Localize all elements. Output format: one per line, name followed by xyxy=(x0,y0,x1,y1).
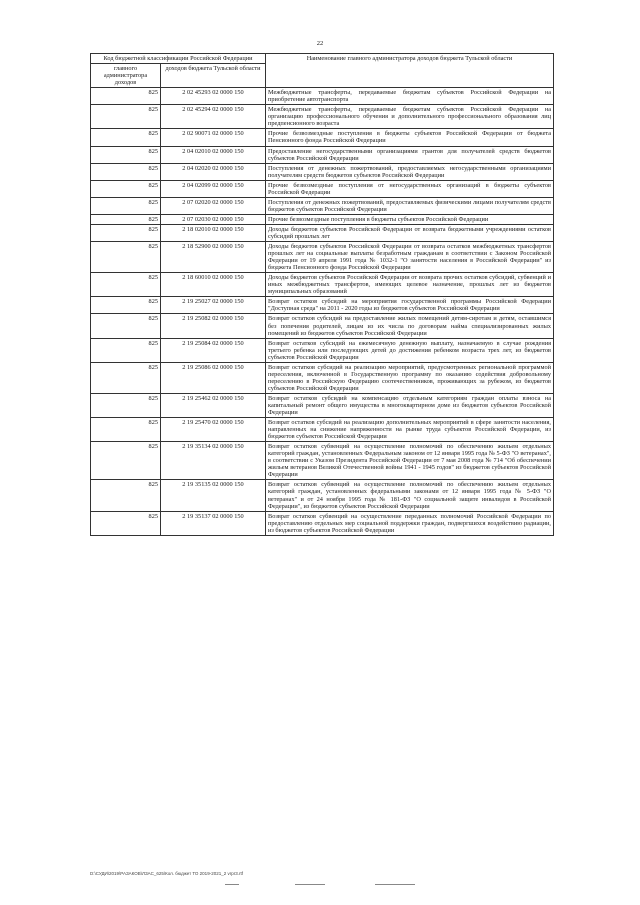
admin-code-cell: 825 xyxy=(91,88,161,105)
table-row xyxy=(91,418,554,442)
income-code-cell: 2 18 60010 02 0000 150 xyxy=(161,273,266,297)
admin-code-cell: 825 xyxy=(91,214,161,224)
admin-column-header: главного администратора доходов xyxy=(91,64,161,88)
income-name-cell: Возврат остатков субвенций на осуществление переданных полномочий Российской Федерации по предоставлению отдельных мер социальной поддержки граждан, подвергшихся воздействию радиации, из бюджетов субъектов Российской Федерации xyxy=(266,511,554,535)
table-row xyxy=(91,180,554,197)
income-code-cell: 2 19 35134 02 0000 150 xyxy=(161,442,266,480)
admin-code-cell: 825 xyxy=(91,163,161,180)
admin-code-cell: 825 xyxy=(91,273,161,297)
admin-code-cell: 825 xyxy=(91,180,161,197)
table-row xyxy=(91,480,554,511)
admin-code-cell: 825 xyxy=(91,197,161,214)
table-row xyxy=(91,242,554,273)
income-name-cell: Прочие безвозмездные поступления от негосударственных организаций в бюджеты субъектов Российской Федерации xyxy=(266,180,554,197)
income-name-cell: Поступления от денежных пожертвований, предоставляемых физическими лицами получателям средств бюджетов субъектов Российской Федерации xyxy=(266,197,554,214)
income-code-cell: 2 19 25084 02 0000 150 xyxy=(161,338,266,362)
table-row xyxy=(91,214,554,224)
table-row xyxy=(91,197,554,214)
income-code-cell: 2 19 25086 02 0000 150 xyxy=(161,362,266,393)
income-code-cell: 2 19 35137 02 0000 150 xyxy=(161,511,266,535)
page-number: 22 xyxy=(316,40,324,47)
budget-codes-table xyxy=(90,53,554,536)
table-row xyxy=(91,163,554,180)
table-row xyxy=(91,338,554,362)
income-code-cell: 2 04 02020 02 0000 150 xyxy=(161,163,266,180)
income-name-cell: Межбюджетные трансферты, передаваемые бюджетам субъектов Российской Федерации на приобретение автотранспорта xyxy=(266,88,554,105)
income-code-cell: 2 19 25027 02 0000 150 xyxy=(161,297,266,314)
admin-code-cell: 825 xyxy=(91,224,161,241)
income-name-cell: Доходы бюджетов субъектов Российской Федерации от возврата прочих остатков субсидий, субвенций и иных межбюджетных трансфертов, имеющих целевое назначение, прошлых лет из бюджетов муниципальных образований xyxy=(266,273,554,297)
income-name-cell: Поступления от денежных пожертвований, предоставляемых негосударственными организациями получателям средств бюджетов субъектов Российской Федерации xyxy=(266,163,554,180)
income-code-cell: 2 19 35135 02 0000 150 xyxy=(161,480,266,511)
table-row xyxy=(91,393,554,417)
table-row xyxy=(91,224,554,241)
income-code-cell: 2 19 25470 02 0000 150 xyxy=(161,418,266,442)
income-column-header: доходов бюджета Тульской области xyxy=(161,64,266,88)
admin-code-cell: 825 xyxy=(91,129,161,146)
income-name-cell: Доходы бюджетов субъектов Российской Федерации от возврата остатков межбюджетных трансфертов прошлых лет на социальные выплаты безработным гражданам в соответствии с Законом Российской Федерации от 19 апреля 1991 года № 1032-1 "О занятости населения в Российской Федерации" из бюджета Пенсионного фонда Российской Федерации xyxy=(266,242,554,273)
income-code-cell: 2 18 02010 02 0000 150 xyxy=(161,224,266,241)
table-row xyxy=(91,105,554,129)
income-code-cell: 2 02 45293 02 0000 150 xyxy=(161,88,266,105)
income-name-cell: Возврат остатков субсидий на реализацию дополнительных мероприятий в сфере занятости населения, направленных на снижение напряженности на рынке труда субъектов Российской Федерации, из бюджетов субъектов Российской Федерации xyxy=(266,418,554,442)
income-code-cell: 2 04 02010 02 0000 150 xyxy=(161,146,266,163)
income-name-cell: Возврат остатков субсидий на ежемесячную денежную выплату, назначаемую в случае рождения третьего ребенка или последующих детей до достижения ребенком возраста трех лет, из бюджетов субъектов Российской Федерации xyxy=(266,338,554,362)
code-group-header: Код бюджетной классификации Российской Федерации xyxy=(91,54,266,64)
table-row xyxy=(91,297,554,314)
income-code-cell: 2 19 25462 02 0000 150 xyxy=(161,393,266,417)
file-path-footer: D:\СУДИ\2019\РАЗАКОВ\ЛЗАС_625\Кол. бюджет ТО 2019-2021_2 vrpr3.rtf xyxy=(90,871,243,876)
table-row xyxy=(91,273,554,297)
income-name-cell: Прочие безвозмездные поступления в бюджеты субъектов Российской Федерации xyxy=(266,214,554,224)
table-row xyxy=(91,314,554,338)
admin-code-cell: 825 xyxy=(91,480,161,511)
income-code-cell: 2 02 90071 02 0000 150 xyxy=(161,129,266,146)
income-name-cell: Возврат остатков субсидий на реализацию мероприятий, предусмотренных региональной программой переселения, включенной в Государственную программу по оказанию содействия добровольному переселению в Российскую Федерацию соотечественников, проживающих за рубежом, из бюджетов субъектов Российской Федерации xyxy=(266,362,554,393)
table-row xyxy=(91,129,554,146)
admin-code-cell: 825 xyxy=(91,297,161,314)
income-name-cell: Предоставление негосударственными организациями грантов для получателей средств бюджетов субъектов Российской Федерации xyxy=(266,146,554,163)
table-row xyxy=(91,511,554,535)
income-name-cell: Возврат остатков субсидий на компенсацию отдельным категориям граждан оплаты взноса на капитальный ремонт общего имущества в многоквартирном доме из бюджетов субъектов Российской Федерации xyxy=(266,393,554,417)
admin-code-cell: 825 xyxy=(91,146,161,163)
table-row xyxy=(91,442,554,480)
income-code-cell: 2 02 45294 02 0000 150 xyxy=(161,105,266,129)
table-body xyxy=(91,88,554,536)
admin-code-cell: 825 xyxy=(91,105,161,129)
income-name-cell: Возврат остатков субвенций на осуществление полномочий по обеспечению жильем отдельных категорий граждан, установленных Федеральным законом от 12 января 1995 года № 5-ФЗ "О ветеранах", в соответствии с Указом Президента Российской Федерации от 7 мая 2008 года № 714 "Об обеспечении жильем ветеранов Великой Отечественной войны 1941 - 1945 годов" из бюджетов субъектов Российской Федерации xyxy=(266,442,554,480)
table-row xyxy=(91,362,554,393)
admin-code-cell: 825 xyxy=(91,418,161,442)
income-code-cell: 2 07 02020 02 0000 150 xyxy=(161,197,266,214)
table-header-row xyxy=(91,54,554,64)
income-name-cell: Межбюджетные трансферты, передаваемые бюджетам субъектов Российской Федерации на организацию профессионального обучения и дополнительного профессионального образования лиц предпенсионного возраста xyxy=(266,105,554,129)
admin-code-cell: 825 xyxy=(91,314,161,338)
name-column-header: Наименование главного администратора доходов бюджета Тульской области xyxy=(266,54,554,88)
income-name-cell: Доходы бюджетов субъектов Российской Федерации от возврата бюджетными учреждениями остатков субсидий прошлых лет xyxy=(266,224,554,241)
admin-code-cell: 825 xyxy=(91,393,161,417)
income-name-cell: Прочие безвозмездные поступления в бюджеты субъектов Российской Федерации от бюджета Пенсионного фонда Российской Федерации xyxy=(266,129,554,146)
income-code-cell: 2 19 25082 02 0000 150 xyxy=(161,314,266,338)
income-name-cell: Возврат остатков субсидий на мероприятия государственной программы Российской Федерации "Доступная среда" на 2011 - 2020 годы из бюджетов субъектов Российской Федерации xyxy=(266,297,554,314)
scan-artifact-line xyxy=(225,884,415,886)
admin-code-cell: 825 xyxy=(91,442,161,480)
income-code-cell: 2 04 02099 02 0000 150 xyxy=(161,180,266,197)
table-row xyxy=(91,146,554,163)
admin-code-cell: 825 xyxy=(91,338,161,362)
income-name-cell: Возврат остатков субвенций на осуществление полномочий по обеспечению жильем отдельных категорий граждан, установленных федеральными законами от 12 января 1995 года № 5-ФЗ "О ветеранах" и от 24 ноября 1995 года № 181-ФЗ "О социальной защите инвалидов в Российской Федерации", из бюджетов субъектов Российской Федерации xyxy=(266,480,554,511)
income-code-cell: 2 07 02030 02 0000 150 xyxy=(161,214,266,224)
admin-code-cell: 825 xyxy=(91,362,161,393)
table-row xyxy=(91,88,554,105)
income-code-cell: 2 18 52900 02 0000 150 xyxy=(161,242,266,273)
admin-code-cell: 825 xyxy=(91,511,161,535)
income-name-cell: Возврат остатков субсидий на предоставление жилых помещений детям-сиротам и детям, оставшимся без попечения родителей, лицам из их числа по договорам найма специализированных жилых помещений из бюджетов субъектов Российской Федерации xyxy=(266,314,554,338)
admin-code-cell: 825 xyxy=(91,242,161,273)
